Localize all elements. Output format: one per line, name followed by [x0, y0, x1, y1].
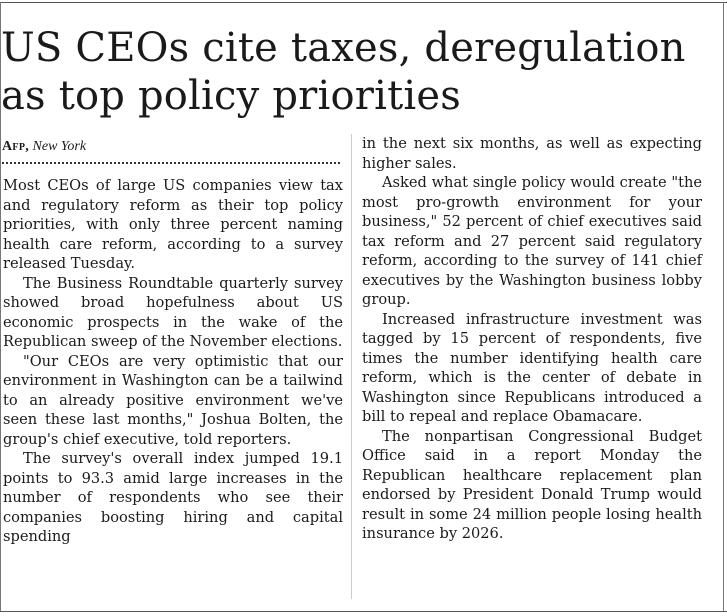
top-rule: [0, 2, 727, 3]
paragraph: The nonpartisan Congressional Budget Office said in a report Monday the Republican healthcare replacement plan endorsed by President Donald Trump would result in some 24 million people losing health insurance by 2026.: [362, 427, 702, 542]
paragraph: Increased infrastructure investment was tagged by 15 percent of respondents, five times the number identifying health care reform, which is the center of debate in Washington since Republicans introduced a bill to repeal and replace Obamacare.: [362, 310, 702, 425]
right-column: [362, 134, 702, 544]
byline: [2, 139, 86, 155]
paragraph: Asked what single policy would create "the most pro-growth environment for your business," 52 percent of chief executives said tax reform and 27 percent said regulatory reform, according to the survey of 141 chief executives by the Washington business lobby group.: [362, 174, 702, 308]
paragraph: The survey's overall index jumped 19.1 points to 93.3 amid large increases in the number of respondents who see their companies boosting hiring and capital spending: [3, 450, 343, 545]
right-edge-rule: [723, 2, 724, 612]
byline-agency: Afp,: [2, 139, 30, 154]
dotted-divider: [2, 162, 340, 164]
paragraph: "Our CEOs are very optimistic that our environment in Washington can be a tailwind to an already positive environment we've seen these last months," Joshua Bolten, the group's chief executive, told reporters.: [3, 352, 343, 448]
paragraph: The Business Roundtable quarterly survey showed broad hopefulness about US economic prospects in the wake of the Republican sweep of the November elections.: [3, 274, 343, 350]
bottom-rule: [0, 611, 727, 612]
byline-location: New York: [32, 139, 87, 154]
paragraph: Most CEOs of large US companies view tax and regulatory reform as their top policy priorities, with only three percent naming health care reform, according to a survey released Tuesday.: [3, 177, 343, 272]
left-column: [3, 176, 343, 547]
headline: US CEOs cite taxes, deregulation as top policy priorities: [1, 25, 686, 119]
paragraph: in the next six months, as well as expecting higher sales.: [362, 135, 702, 172]
column-divider: [351, 134, 352, 599]
